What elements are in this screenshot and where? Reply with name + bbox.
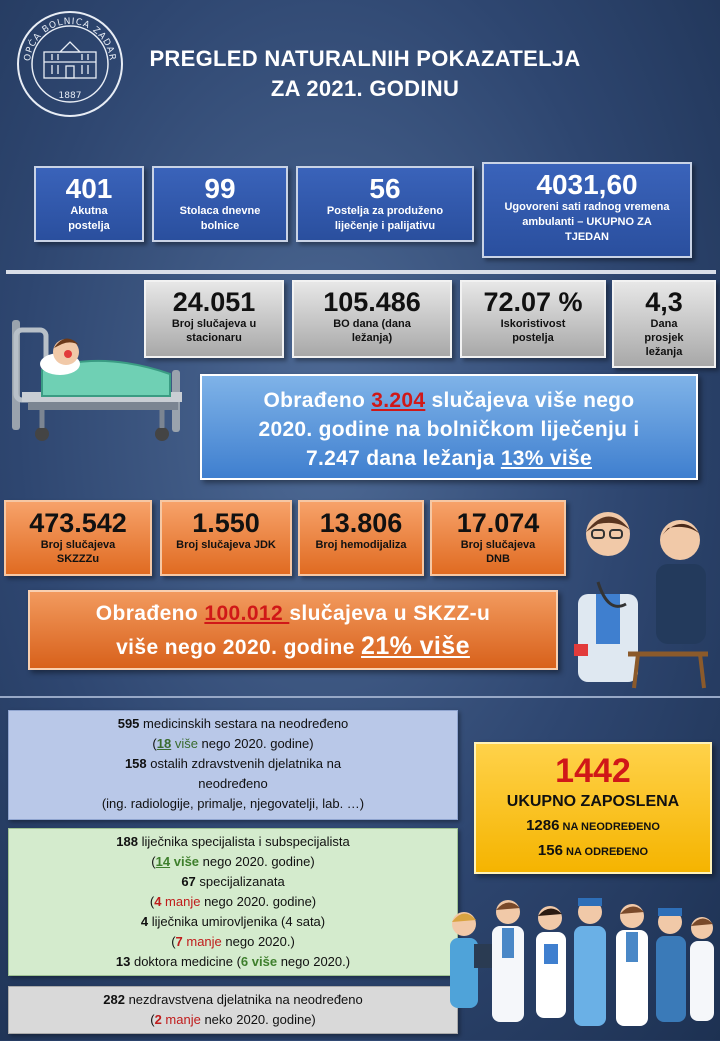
capacity-acute-beds xyxy=(34,166,144,242)
panel-text: ostalih zdravstvenih djelatnika na xyxy=(146,756,342,771)
stat-avg-stay xyxy=(612,280,716,368)
skzz-label: Broj slučajeva DNB xyxy=(460,539,536,565)
capacity-label: Stolaca dnevne bolnice xyxy=(179,205,261,232)
skzz-label: Broj hemodijaliza xyxy=(315,539,407,551)
panel-text: ( xyxy=(150,1012,155,1027)
page-title xyxy=(130,44,600,104)
hl-text: 7.247 dana ležanja xyxy=(306,447,501,470)
non-medical-count: 282 xyxy=(103,992,125,1007)
skzz-jdk-cases xyxy=(160,500,292,576)
panel-text: manje xyxy=(161,1012,201,1027)
panel-text: liječnika specijalista i subspecijalista xyxy=(137,834,350,849)
capacity-extended-care-beds xyxy=(296,166,474,242)
non-medical-panel xyxy=(8,986,458,1034)
stat-value: 72.07 % xyxy=(483,287,583,317)
stat-value: 24.051 xyxy=(172,287,256,317)
total-employees-box xyxy=(474,742,712,874)
doctors-panel xyxy=(8,828,458,976)
md-diff: 6 više xyxy=(240,954,278,969)
stat-label: Dana prosjek ležanja xyxy=(644,318,684,358)
specialists-count: 188 xyxy=(116,834,138,849)
hl-line-2: 2020. godine na bolničkom liječenju i xyxy=(258,418,640,441)
skzz-dnb-cases xyxy=(430,500,566,576)
panel-text: (ing. radiologije, primalje, njegovatelji, lab. …) xyxy=(101,796,365,811)
nurses-count: 595 xyxy=(117,716,140,731)
fixed-term-count: 156 xyxy=(537,842,563,859)
logo-year: 1887 xyxy=(58,91,82,101)
nurses-diff: 18 xyxy=(156,736,172,751)
skzz-hemodialysis xyxy=(298,500,424,576)
panel-text: ( xyxy=(149,894,155,909)
residents-diff: 4 xyxy=(154,894,162,909)
non-medical-diff: 2 xyxy=(154,1012,162,1027)
section-divider xyxy=(6,270,716,274)
total-employees-value: 1442 xyxy=(555,752,631,790)
hl-percent: 13% više xyxy=(500,447,592,470)
panel-text: manje xyxy=(161,894,201,909)
panel-text: više xyxy=(170,854,200,869)
capacity-value: 401 xyxy=(65,173,113,204)
panel-text: ( xyxy=(151,854,156,869)
hl-text: Obrađeno xyxy=(95,602,205,625)
stat-label: Iskoristivost postelja xyxy=(500,318,566,344)
hl-text: slučajeva u SKZZ-u xyxy=(289,602,491,625)
title-line-2: ZA 2021. GODINU xyxy=(270,76,460,101)
panel-text: nego 2020.) xyxy=(221,934,295,949)
permanent-count: 1286 xyxy=(526,817,560,834)
retired-diff: 7 xyxy=(175,934,183,949)
capacity-value: 99 xyxy=(204,173,236,204)
skzz-cases xyxy=(4,500,152,576)
panel-text: nego 2020. godine) xyxy=(200,894,317,909)
skzz-label: Broj slučajeva JDK xyxy=(176,539,276,551)
panel-text: liječnika umirovljenika (4 sata) xyxy=(148,914,326,929)
panel-text: nezdravstvena djelatnika na neodređeno xyxy=(124,992,363,1007)
residents-count: 67 xyxy=(181,874,196,889)
md-count: 13 xyxy=(115,954,131,969)
medical-staff-illustration xyxy=(444,884,716,1036)
hl-text: slučajeva više nego xyxy=(425,389,635,412)
title-line-1: PREGLED NATURALNIH POKAZATELJA xyxy=(149,46,581,71)
skzz-highlight xyxy=(28,590,558,670)
hl-cases-number: 3.204 xyxy=(371,389,426,412)
hl-skzz-percent: 21% više xyxy=(361,632,470,660)
panel-text: ( xyxy=(171,934,176,949)
stat-label: BO dana (dana ležanja) xyxy=(333,318,411,344)
hospital-logo xyxy=(14,8,126,120)
stat-bed-days xyxy=(292,280,452,358)
skzz-value: 13.806 xyxy=(319,508,403,538)
doctor-patient-illustration xyxy=(568,494,716,690)
capacity-contracted-hours xyxy=(482,162,692,258)
stat-value: 4,3 xyxy=(645,287,683,317)
total-employees-label: UKUPNO ZAPOSLENA xyxy=(506,793,680,810)
panel-text: medicinskih sestara na neodređeno xyxy=(139,716,349,731)
panel-text: doktora medicine ( xyxy=(130,954,241,969)
skzz-value: 17.074 xyxy=(456,508,540,538)
panel-text: više xyxy=(171,736,198,751)
skzz-label: Broj slučajeva SKZZZu xyxy=(40,539,116,565)
panel-text: nego 2020. godine) xyxy=(197,736,314,751)
fixed-term-label: NA ODREĐENO xyxy=(562,846,649,858)
section-divider-2 xyxy=(0,696,720,698)
capacity-label: Ugovoreni sati radnog vremena ambulanti – UKUPNO ZA TJEDAN xyxy=(504,201,670,243)
stat-label: Broj slučajeva u stacionaru xyxy=(171,318,257,344)
capacity-label: Postelja za produženo liječenje i palijativu xyxy=(326,205,444,232)
permanent-label: NA NEODREĐENO xyxy=(559,821,660,833)
panel-text: specijalizanata xyxy=(195,874,285,889)
retired-count: 4 xyxy=(140,914,149,929)
skzz-value: 473.542 xyxy=(29,508,127,538)
patient-bed-illustration xyxy=(2,300,198,450)
panel-text: neodređeno xyxy=(198,776,268,791)
stat-bed-utilization xyxy=(460,280,606,358)
panel-text: manje xyxy=(182,934,222,949)
panel-text: ( xyxy=(152,736,157,751)
panel-text: nego 2020. godine) xyxy=(199,854,315,869)
other-health-count: 158 xyxy=(124,756,147,771)
hl-text: više nego 2020. godine xyxy=(116,636,362,659)
capacity-day-hospital-chairs xyxy=(152,166,288,242)
capacity-value: 4031,60 xyxy=(536,169,638,200)
specialists-diff: 14 xyxy=(155,854,171,869)
capacity-value: 56 xyxy=(369,173,401,204)
panel-text: neko 2020. godine) xyxy=(200,1012,316,1027)
nurses-panel xyxy=(8,710,458,820)
skzz-value: 1.550 xyxy=(192,508,260,538)
hospital-highlight xyxy=(200,374,698,480)
panel-text: nego 2020.) xyxy=(277,954,351,969)
stat-value: 105.486 xyxy=(323,287,421,317)
hl-text: Obrađeno xyxy=(263,389,372,412)
logo-text: OPĆA BOLNICA ZADAR xyxy=(22,16,117,62)
capacity-label: Akutna postelja xyxy=(68,205,110,232)
hl-skzz-number: 100.012 xyxy=(204,602,290,625)
